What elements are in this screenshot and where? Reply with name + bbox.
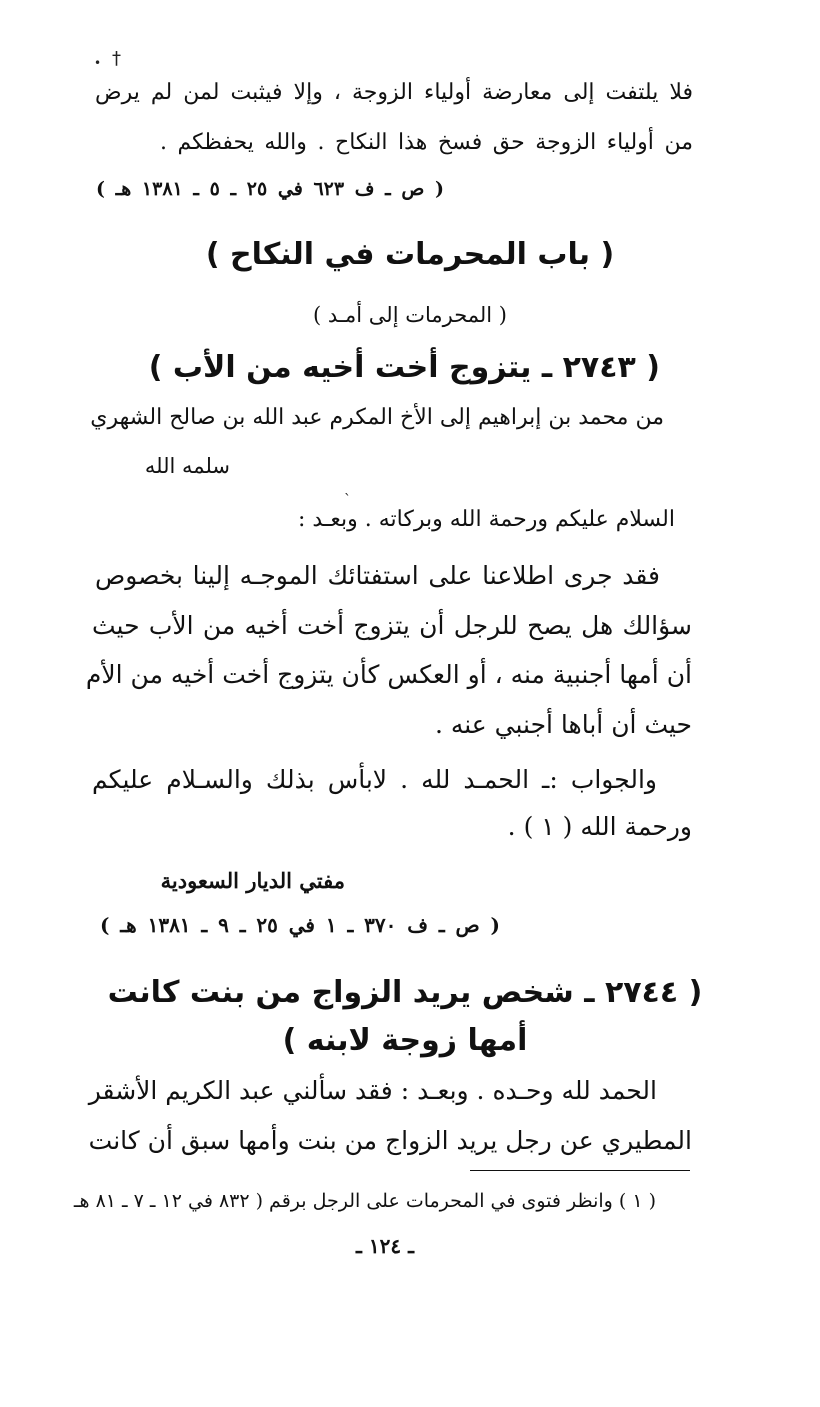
fatwa-2743-blessing: سلمه الله [144,454,230,478]
fatwa-2744-heading-line-2: أمها زوجة لابنه ) [282,1023,528,1058]
continuation-line-2: من أولياء الزوجة حق فسخ هذا النكاح . والله يحفظكم . [160,130,693,155]
fatwa-2744-heading-line-1: ( ٢٧٤٤ ـ شخص يريد الزواج من بنت كانت [107,975,703,1010]
footnote-text: ( ١ ) وانظر فتوى في المحرمات على الرجل برقم ( ٨٣٢ في ١٢ ـ ٧ ـ ٨١ هـ [73,1190,656,1212]
fatwa-2743-answer-line-1: والجواب :ـ الحمـد لله . لابأس بذلك والسـلام عليكم [92,765,657,794]
page-number: ـ ١٢٤ ـ [356,1234,414,1258]
fatwa-2743-body-line-1: فقد جرى اطلاعنا على استفتائك الموجـه إلينا بخصوص [95,561,660,590]
fatwa-2744-body-line-1: الحمد لله وحـده . وبعـد : فقد سألني عبد الكريم الأشقر [88,1076,657,1105]
fatwa-2743-heading: ( ٢٧٤٣ ـ يتزوج أخت أخيه من الأب ) [148,350,660,385]
fatwa-2743-body-line-4: حيث أن أباها أجنبي عنه . [434,710,692,739]
chapter-title: ( باب المحرمات في النكاح ) [205,237,615,272]
margin-dot-icon: • [94,56,102,70]
fatwa-2744-body-line-2: المطيري عن رجل يريد الزواج من بنت وأمها سبق أن كانت [88,1126,692,1155]
fatwa-2743-reference: ( ص ـ ف ٣٧٠ ـ ١ في ٢٥ ـ ٩ ـ ١٣٨١ هـ ) [100,913,501,937]
continuation-line-1: فلا يلتفت إلى معارضة أولياء الزوجة ، وإلا فيثبت لمن لم يرض [95,80,693,105]
fatwa-2743-body-line-3: أن أمها أجنبية منه ، أو العكس كأن يتزوج أخت أخيه من الأم [85,660,692,689]
fatwa-2743-body-line-2: سؤالك هل يصح للرجل أن يتزوج أخت أخيه من الأب حيث [92,611,692,640]
fatwa-2743-sender: من محمد بن إبراهيم إلى الأخ المكرم عبد الله بن صالح الشهري [90,405,664,430]
continuation-reference: ( ص ـ ف ٦٢٣ في ٢٥ ـ ٥ ـ ١٣٨١ هـ ) [96,178,444,200]
fatwa-2743-answer-line-2: ورحمة الله ( ١ ) . [507,812,692,841]
chapter-subtitle: ( المحرمات إلى أمـد ) [312,303,507,327]
fatwa-2743-signature: مفتي الديار السعودية [160,868,345,893]
top-margin-mark-icon: † [112,48,121,69]
footnote-separator [470,1170,690,1171]
mid-page-tick-icon: ˎ [344,480,351,496]
fatwa-2743-greeting: السلام عليكم ورحمة الله وبركاته . وبعـد : [298,507,675,532]
